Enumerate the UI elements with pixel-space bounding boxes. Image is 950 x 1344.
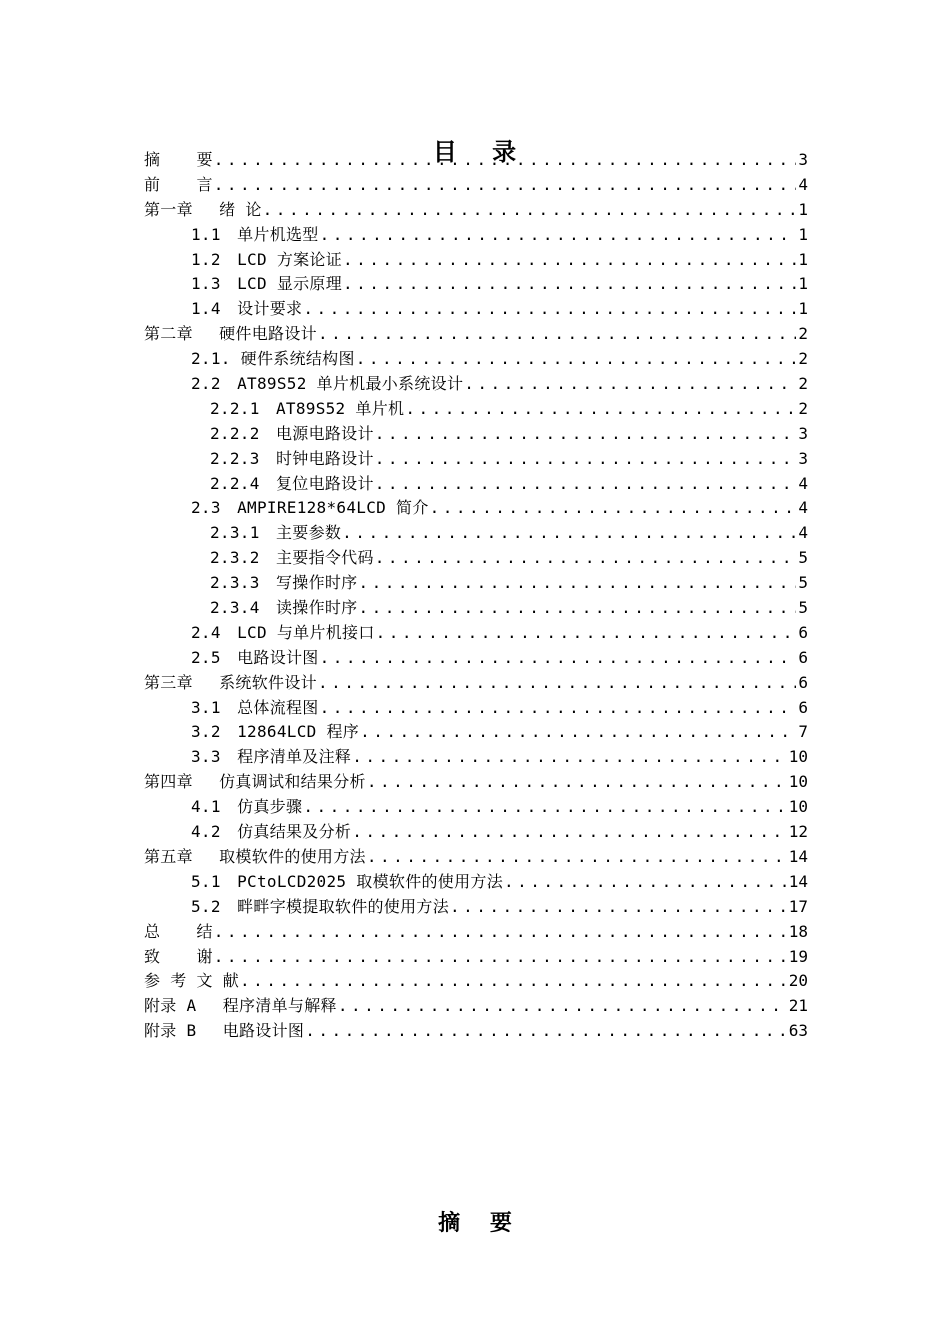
toc-entry-page: 4 bbox=[798, 523, 808, 543]
toc-entry-page: 4 bbox=[798, 498, 808, 518]
toc-entry[interactable] bbox=[144, 546, 808, 571]
toc-entry[interactable] bbox=[144, 173, 808, 198]
toc-dot-leader bbox=[352, 820, 787, 845]
toc-entry[interactable] bbox=[144, 472, 808, 497]
toc-dot-leader bbox=[358, 571, 796, 596]
toc-entry[interactable] bbox=[144, 347, 808, 372]
toc-entry[interactable] bbox=[144, 621, 808, 646]
toc-entry-label: 第三章 系统软件设计 bbox=[144, 672, 317, 692]
toc-entry-label: 4.2 仿真结果及分析 bbox=[191, 822, 352, 842]
toc-entry-label: 第二章 硬件电路设计 bbox=[144, 324, 317, 344]
toc-entry-page: 1 bbox=[798, 299, 808, 319]
toc-dot-leader bbox=[367, 770, 787, 795]
toc-dot-leader bbox=[375, 422, 797, 447]
toc-dot-leader bbox=[214, 945, 787, 970]
toc-dot-leader bbox=[464, 372, 796, 397]
toc-entry-label: 1.2 LCD 方案论证 bbox=[191, 249, 343, 269]
toc-entry[interactable] bbox=[144, 571, 808, 596]
toc-dot-leader bbox=[352, 745, 787, 770]
toc-entry[interactable] bbox=[144, 671, 808, 696]
toc-entry[interactable] bbox=[144, 646, 808, 671]
toc-entry-label: 3.3 程序清单及注释 bbox=[191, 747, 352, 767]
toc-entry[interactable] bbox=[144, 272, 808, 297]
toc-entry[interactable] bbox=[144, 770, 808, 795]
toc-entry-label: 2.3.3 写操作时序 bbox=[210, 573, 358, 593]
toc-entry-page: 20 bbox=[788, 971, 808, 991]
toc-entry-label: 摘 要 bbox=[144, 150, 213, 169]
toc-entry[interactable] bbox=[144, 397, 808, 422]
toc-entry-page: 5 bbox=[798, 598, 808, 618]
toc-entry-page: 14 bbox=[788, 846, 808, 866]
toc-entry[interactable] bbox=[144, 870, 808, 895]
toc-entry-label: 5.1 PCtoLCD2025 取模软件的使用方法 bbox=[191, 871, 503, 891]
toc-entry-label: 2.2 AT89S52 单片机最小系统设计 bbox=[191, 374, 464, 394]
toc-entry[interactable] bbox=[144, 596, 808, 621]
toc-entry[interactable] bbox=[144, 920, 808, 945]
toc-dot-leader bbox=[303, 297, 796, 322]
toc-dot-leader bbox=[214, 173, 797, 198]
toc-dot-leader bbox=[318, 322, 796, 347]
toc-dot-leader bbox=[405, 397, 796, 422]
toc-entry[interactable] bbox=[144, 248, 808, 273]
toc-dot-leader bbox=[240, 969, 787, 994]
toc-dot-leader bbox=[318, 671, 796, 696]
toc-entry[interactable] bbox=[144, 297, 808, 322]
toc-dot-leader bbox=[214, 920, 787, 945]
toc-entry-page: 18 bbox=[788, 921, 808, 941]
toc-entry-page: 10 bbox=[788, 797, 808, 817]
toc-entry-label: 5.2 畔畔字模提取软件的使用方法 bbox=[191, 896, 449, 916]
toc-entry[interactable] bbox=[144, 496, 808, 521]
toc-entry-page: 2 bbox=[798, 398, 808, 418]
toc-entry[interactable] bbox=[144, 521, 808, 546]
toc-entry-page: 4 bbox=[798, 174, 808, 194]
toc-entry[interactable] bbox=[144, 795, 808, 820]
toc-entry-page: 14 bbox=[788, 871, 808, 891]
toc-entry-label: 2.3.1 主要参数 bbox=[210, 523, 342, 543]
toc-list bbox=[144, 148, 808, 1044]
toc-entry-label: 2.3 AMPIRE128*64LCD 简介 bbox=[191, 498, 429, 518]
toc-dot-leader bbox=[214, 148, 797, 173]
toc-entry-page: 7 bbox=[798, 722, 808, 742]
toc-entry[interactable] bbox=[144, 994, 808, 1019]
toc-entry[interactable] bbox=[144, 895, 808, 920]
toc-entry-label: 4.1 仿真步骤 bbox=[191, 797, 303, 817]
toc-dot-leader bbox=[358, 596, 796, 621]
toc-dot-leader bbox=[360, 720, 796, 745]
toc-entry-page: 19 bbox=[788, 946, 808, 966]
abstract-title: 摘 要 bbox=[438, 1211, 512, 1237]
toc-entry[interactable] bbox=[144, 720, 808, 745]
toc-entry-label: 3.2 12864LCD 程序 bbox=[191, 722, 360, 742]
toc-entry-label: 1.3 LCD 显示原理 bbox=[191, 274, 343, 294]
toc-entry-page: 21 bbox=[788, 996, 808, 1016]
toc-dot-leader bbox=[375, 447, 797, 472]
toc-entry-page: 1 bbox=[798, 199, 808, 219]
toc-entry-page: 3 bbox=[798, 448, 808, 468]
toc-entry-label: 附录 B 电路设计图 bbox=[144, 1021, 305, 1041]
toc-entry-page: 5 bbox=[798, 573, 808, 593]
toc-dot-leader bbox=[338, 994, 787, 1019]
toc-dot-leader bbox=[320, 696, 797, 721]
toc-entry-label: 2.2.1 AT89S52 单片机 bbox=[210, 398, 405, 418]
toc-dot-leader bbox=[430, 496, 797, 521]
toc-entry-page: 63 bbox=[788, 1021, 808, 1041]
toc-dot-leader bbox=[376, 621, 797, 646]
toc-entry-page: 3 bbox=[798, 423, 808, 443]
toc-entry[interactable] bbox=[144, 322, 808, 347]
toc-entry-page: 6 bbox=[798, 672, 808, 692]
toc-entry-label: 3.1 总体流程图 bbox=[191, 697, 319, 717]
toc-entry[interactable] bbox=[144, 1019, 808, 1044]
toc-entry-label: 附录 A 程序清单与解释 bbox=[144, 996, 337, 1016]
toc-entry-label: 前 言 bbox=[144, 174, 213, 194]
toc-entry-label: 1.4 设计要求 bbox=[191, 299, 303, 319]
toc-entry-label: 致 谢 bbox=[144, 946, 213, 966]
toc-entry-page: 6 bbox=[798, 697, 808, 717]
toc-dot-leader bbox=[320, 646, 797, 671]
toc-entry-page: 2 bbox=[798, 374, 808, 394]
toc-entry-page: 6 bbox=[798, 647, 808, 667]
toc-entry-label: 2.2.4 复位电路设计 bbox=[210, 473, 374, 493]
toc-entry-label: 2.3.4 读操作时序 bbox=[210, 598, 358, 618]
toc-dot-leader bbox=[375, 546, 797, 571]
toc-entry-page: 2 bbox=[798, 324, 808, 344]
toc-entry-page: 6 bbox=[798, 622, 808, 642]
toc-dot-leader bbox=[367, 845, 787, 870]
toc-dot-leader bbox=[375, 472, 797, 497]
toc-entry-label: 总 结 bbox=[144, 921, 213, 941]
toc-entry-page: 5 bbox=[798, 548, 808, 568]
toc-entry[interactable] bbox=[144, 198, 808, 223]
toc-entry-page: 2 bbox=[798, 349, 808, 369]
toc-entry-page: 1 bbox=[798, 249, 808, 269]
toc-entry-label: 第四章 仿真调试和结果分析 bbox=[144, 772, 366, 792]
toc-title: 目 录 bbox=[432, 138, 518, 167]
toc-entry-label: 2.3.2 主要指令代码 bbox=[210, 548, 374, 568]
toc-entry-label: 2.1. 硬件系统结构图 bbox=[191, 349, 355, 369]
toc-dot-leader bbox=[343, 272, 796, 297]
toc-entry-label: 第一章 绪 论 bbox=[144, 199, 262, 219]
toc-entry[interactable] bbox=[144, 696, 808, 721]
toc-dot-leader bbox=[342, 521, 796, 546]
toc-entry-label: 2.2.3 时钟电路设计 bbox=[210, 448, 374, 468]
toc-entry-page: 1 bbox=[798, 224, 808, 244]
toc-entry-page: 4 bbox=[798, 473, 808, 493]
toc-entry-page: 10 bbox=[788, 772, 808, 792]
toc-entry-page: 17 bbox=[788, 896, 808, 916]
toc-entry[interactable] bbox=[144, 945, 808, 970]
toc-dot-leader bbox=[320, 223, 797, 248]
toc-entry-label: 1.1 单片机选型 bbox=[191, 224, 319, 244]
toc-entry-label: 2.4 LCD 与单片机接口 bbox=[191, 622, 375, 642]
toc-entry-label: 第五章 取模软件的使用方法 bbox=[144, 846, 366, 866]
toc-entry[interactable] bbox=[144, 745, 808, 770]
toc-entry[interactable] bbox=[144, 372, 808, 397]
toc-entry[interactable] bbox=[144, 422, 808, 447]
toc-entry[interactable] bbox=[144, 820, 808, 845]
toc-entry-page: 1 bbox=[798, 274, 808, 294]
toc-dot-leader bbox=[343, 248, 796, 273]
toc-dot-leader bbox=[504, 870, 787, 895]
toc-dot-leader bbox=[305, 1019, 787, 1044]
toc-dot-leader bbox=[356, 347, 797, 372]
toc-dot-leader bbox=[450, 895, 787, 920]
toc-entry-label: 2.5 电路设计图 bbox=[191, 647, 319, 667]
toc-entry[interactable] bbox=[144, 223, 808, 248]
toc-entry[interactable] bbox=[144, 447, 808, 472]
toc-entry-page: 10 bbox=[788, 747, 808, 767]
toc-entry-label: 参 考 文 献 bbox=[144, 971, 239, 991]
toc-entry-label: 2.2.2 电源电路设计 bbox=[210, 423, 374, 443]
toc-dot-leader bbox=[263, 198, 797, 223]
toc-entry-page: 12 bbox=[788, 822, 808, 842]
toc-dot-leader bbox=[303, 795, 786, 820]
toc-entry[interactable] bbox=[144, 969, 808, 994]
toc-entry[interactable] bbox=[144, 148, 808, 173]
toc-entry-page: 3 bbox=[798, 150, 808, 169]
toc-entry[interactable] bbox=[144, 845, 808, 870]
